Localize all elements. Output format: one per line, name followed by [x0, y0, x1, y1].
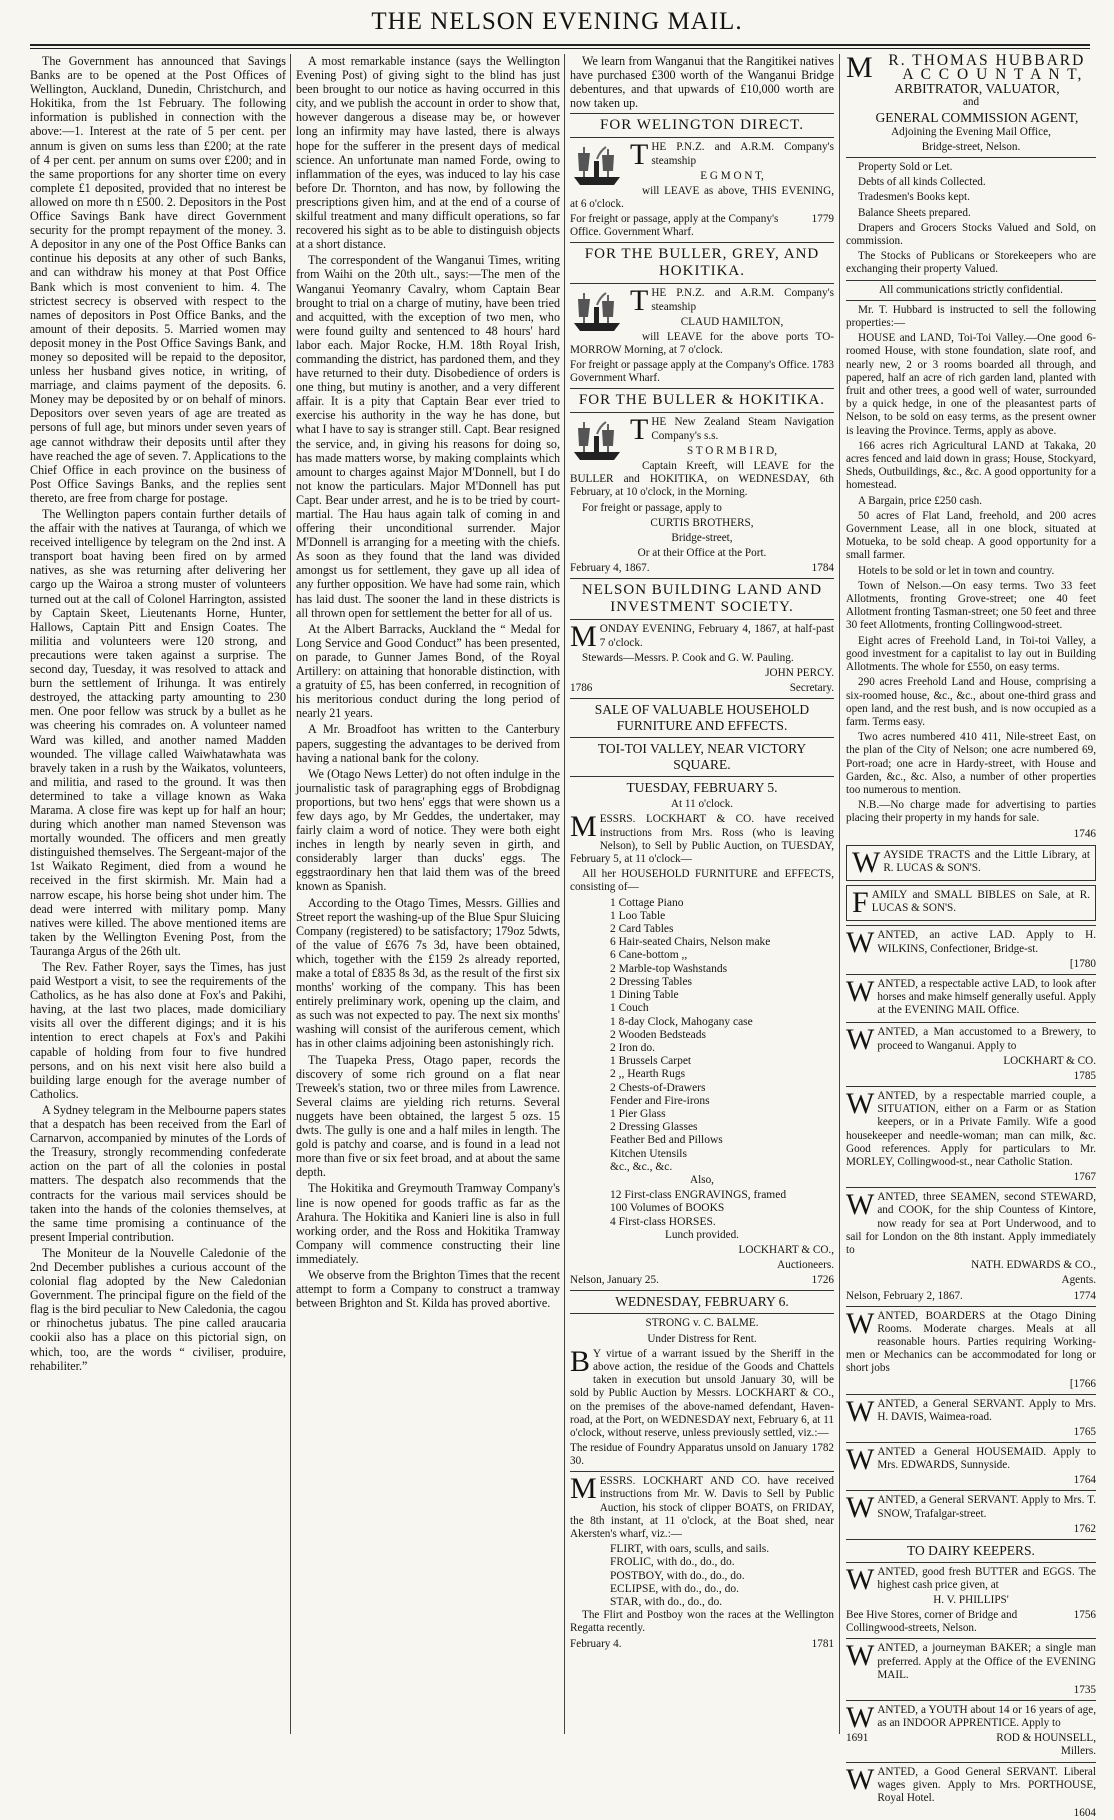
agent-role: Agents. [1061, 1274, 1096, 1287]
advert-footer [846, 828, 1096, 841]
divider [846, 1394, 1096, 1395]
wanted-advert [846, 1443, 1096, 1487]
advert-footer [846, 958, 1096, 971]
drop-cap: W [846, 1491, 875, 1525]
rangitikei-article: We learn from Wanganui that the Rangitikei natives have purchased £300 worth of the Wanganui Bridge debentures, and that upwards of £10,000 worth are now taken up. [570, 54, 834, 111]
eggs-article: We (Otago News Letter) do not often indulge in the journalistic task of paragraphing eggs of Brobdignag proportions, but two hens' eggs that were shown us a few days ago, by Mr Geddes, the undertaker, may fairly claim a word of notice. They were both eight inches in length by nearly seven in girth, and considerably larger than ducks' eggs. The eggstraordinary hen that laid them was of the breed known as Spanish. [296, 766, 560, 894]
advert-text: Captain Kreeft, will LEAVE for the BULLER and HOKITIKA, on WEDNESDAY, 6th February, at 10 o'clock, in the Morning. [570, 460, 834, 499]
advert-number: 1783 [811, 359, 834, 372]
advert-number: [1766 [1069, 1377, 1096, 1390]
drop-cap: W [846, 1701, 875, 1735]
divider [846, 300, 1096, 301]
advert-text: ANTED, an active LAD. Apply to H. WILKINS, Confectioner, Bridge-st. [877, 929, 1096, 955]
property-item: Eight acres of Freehold Land, in Toi-toi Valley, a good investment for a capitalist to lay out in Building Allotments. The whole for £550, on easy terms. [846, 634, 1096, 674]
boats-list [610, 1543, 834, 1609]
drop-cap: F [852, 885, 869, 919]
also-label: Also, [690, 1173, 714, 1186]
advert-text: Y virtue of a warrant issued by the Sheriff in the above action, the residue of the Goods and Chattels taken in execution but unsold January 30, will be sold by Public Auction by Messrs. LOCKHART & CO., on the premises of the above-named defendant, Haven-road, at the Port, on WEDNESDAY next, February 6, at 11 o'clock, without reserve, unless previously settled, viz.:— [570, 1347, 834, 1439]
divider [570, 283, 834, 284]
wanted-adverts [846, 926, 1096, 1540]
advert-number: 1764 [1073, 1474, 1096, 1487]
blind-sight-article: A most remarkable instance (says the Wellington Evening Post) of giving sight to the blind has just been brought to our notice as having occurred in this city, and we publish the account in order to show that, however dangerous a disease may be, or however long an infirmity may have lasted, there is always hope for the sufferer in the present days of medical science. An unfortunate man named Forde, owing to inflammation of the eyes, was induced to lay his case before Dr. Thornton, and has now, by following the prescriptions given him, and at the end of a course of skilful treatment and many difficult operations, so far recovered his sight as to be able to distinguish objects at a short distance. [296, 54, 560, 252]
freight-note: For freight or passage, apply at the Company's Office. Government Wharf. [570, 213, 779, 239]
advert-text: ONDAY EVENING, February 4, 1867, at half-past 7 o'clock. [599, 623, 834, 649]
drop-cap: W [846, 1443, 875, 1477]
advert-number: 1765 [1073, 1426, 1096, 1439]
sale-time: At 11 o'clock. [670, 798, 734, 811]
case-note: Under Distress for Rent. [647, 1332, 757, 1345]
advert-text [846, 1443, 1096, 1477]
advert-heading: FOR THE BULLER, GREY, AND HOKITIKA. [584, 246, 820, 280]
advert-footer [570, 562, 834, 575]
furniture-list [610, 897, 834, 1174]
confidential-note: All communications strictly confidential. [879, 283, 1063, 296]
advert-footer [846, 1732, 1096, 1745]
ship-name: E G M O N T, [700, 169, 764, 182]
divider [846, 925, 1096, 926]
divider [570, 619, 834, 620]
boats-sale-advert [570, 1472, 834, 1650]
advert-text: will LEAVE for the above ports TO-MORROW Morning, at 7 o'clock. [570, 331, 834, 357]
ship-name: S T O R M B I R D, [686, 444, 778, 457]
advert-date: February 4, 1867. [570, 562, 650, 575]
advert-footer [846, 1070, 1096, 1083]
advertiser-title: GENERAL COMMISSION AGENT, [875, 110, 1079, 126]
divider [570, 1313, 834, 1314]
divider [846, 280, 1096, 281]
also-item: 12 First-class ENGRAVINGS, framed [610, 1189, 787, 1202]
advert-footer [570, 1638, 834, 1651]
advertiser-location: Adjoining the Evening Mail Office, [891, 125, 1051, 138]
furniture-item: 1 Dining Table [610, 989, 679, 1002]
wanted-advert [846, 1188, 1096, 1302]
advert-text [846, 1023, 1096, 1057]
advert-number: 1782 [811, 1442, 834, 1455]
auctioneer-role: Auctioneers. [777, 1259, 834, 1272]
drop-cap: M [570, 1472, 597, 1506]
agent-address: Bee Hive Stores, corner of Bridge and Collingwood-streets, Nelson. [846, 1609, 1018, 1635]
advert-number: [1780 [1069, 957, 1096, 970]
building-society-advert [570, 582, 834, 695]
advert-number: 1786 [570, 682, 593, 695]
auctioneer-name: LOCKHART & CO., [738, 1243, 834, 1256]
divider [570, 1290, 834, 1291]
drop-cap: W [846, 1086, 875, 1120]
boat-item: FLIRT, with oars, sculls, and sails. [610, 1543, 770, 1556]
advert-footer [846, 1807, 1096, 1820]
advert-text: ANTED, by a respectable married couple, a SITUATION, either on a Farm or as Station keepers, or in a Private Family. Wife a good housekeeper and needle-woman; man can milk, &c. Good references. Apply for particulars to Mr. MORLEY, Collingwood-st., near Catholic Station. [846, 1089, 1096, 1168]
steamship-icon [570, 289, 624, 335]
wanted-advert [846, 1306, 1096, 1391]
father-royer-article: The Rev. Father Royer, says the Times, has just paid Westport a visit, to see the requirements of the Catholics, as he has also done at Fox's and Pakihi, having, at the last two places, made domiciliary visits all over the different digings; and it is his intention to erect chapels at Fox's and Pakihi capable of holding from four to five hundred persons, and on his next visit here also build a building large enough for the average number of Catholics. [30, 960, 286, 1101]
advert-text [846, 1306, 1096, 1376]
advert-footer [570, 682, 834, 695]
column-divider [564, 54, 565, 1734]
furniture-item: 1 Brussels Carpet [610, 1055, 692, 1068]
advert-text: The residue of Foundry Apparatus unsold on January 30. [570, 1442, 808, 1468]
advert-footer [570, 213, 834, 239]
steamship-icon [570, 418, 624, 464]
savings-bank-article: The Government has announced that Savings Banks are to be opened at the Post Offices of Wellington, Auckland, Dunedin, Christchurch, and Hokitika, from the 1st February. The following information is published in connection with the above:—1. Interest at the rate of 5 per cent. per annum is given on sums less than £200; at the rate of 4 per cent. per annum on sums over £200; and in the same proportions for any shorter time on every complete £1 deposited, provided that no interest be allowed on more th n £500. 2. Depositors in the Post Office Savings Bank have direct Government security for the prompt repayment of the money. 3. A depositor in any one of the Post Office Banks can continue his deposits at any other of such Banks, and can withdraw his money at that Post Office Bank which is most convenient to him. 4. The strictest secrecy is observed with respect to the names of depositors in Post Office Banks, and the amount of their deposits. 5. Married women may deposit money in the Post Office Savings Bank, and money so deposited will be repaid to the depositor, unless her husband gives notice, in writing, of marriage, and claims payment of the deposits. 6. Money may be deposited by or on behalf of minors. Depositors over seven years of age are treated as persons of full age, but minors under seven years of age cannot withdraw their deposits until after they have reached the age of seven. 7. Applications to the Chief Office in each province on the business of Post Office Savings Banks, and the replies sent thereto, are free from charge for postage. [30, 54, 286, 505]
property-item: Hotels to be sold or let in town and country. [858, 564, 1055, 577]
advert-number: 1785 [1073, 1069, 1096, 1082]
column-divider [839, 54, 840, 1734]
advert-text: ANTED, a General SERVANT. Apply to Mrs. H. DAVIS, Waimea-road. [877, 1397, 1096, 1423]
furniture-item: 2 Dressing Tables [610, 975, 693, 988]
drop-cap: M [846, 51, 875, 84]
advert-number: 1781 [811, 1637, 834, 1650]
advertiser-name: R. THOMAS HUBBARD [888, 52, 1086, 69]
drop-cap: W [846, 926, 875, 960]
sale-date: TUESDAY, FEBRUARY 5. [626, 780, 778, 796]
masthead: THE NELSON EVENING MAIL. [371, 8, 743, 35]
furniture-item: Fender and Fire-irons [610, 1094, 710, 1107]
service-item: Balance Sheets prepared. [858, 206, 971, 219]
furniture-item: 1 Loo Table [610, 909, 666, 922]
services-list [846, 161, 1096, 277]
youth-advert [846, 1701, 1096, 1759]
stormbird-advert [570, 392, 834, 575]
service-item: Tradesmen's Books kept. [858, 191, 970, 204]
furniture-item: 6 Hair-seated Chairs, Nelson make [610, 936, 771, 949]
advert-text: ANTED, a Man accustomed to a Brewery, to proceed to Wanganui. Apply to [877, 1026, 1096, 1052]
also-list [610, 1189, 834, 1229]
advert-footer [846, 1290, 1096, 1303]
furniture-item: 2 Dressing Glasses [610, 1121, 698, 1134]
property-item: HOUSE and LAND, Toi-Toi Valley.—One good 6-roomed House, with stone foundation, slate roof, and nearly new, 2 or 3 rooms boarded all through, and papered, half an acre of rich garden land, planted with fruit and other trees, a good well of water, surrounded by a quick hedge, in one of the pleasantest parts of Nelson, to be sold on easy terms, as the present owner is leaving the Province. Terms, apply as above. [846, 332, 1096, 437]
advert-number: 1604 [1073, 1807, 1096, 1820]
divider [846, 1442, 1096, 1443]
advert-number: 1779 [811, 213, 834, 226]
masthead-rule-thin [30, 48, 1090, 49]
property-item: 166 acres rich Agricultural LAND at Takaka, 20 acres fenced and laid down in grass; House, Stockyard, Sheds, Outbuildings, &c., &c. A good opportunity for a homestead. [846, 439, 1096, 492]
advert-heading: SALE OF VALUABLE HOUSEHOLD FURNITURE AND EFFECTS. [594, 702, 810, 734]
furniture-item: 1 Couch [610, 1002, 649, 1015]
drop-cap: W [846, 1639, 875, 1673]
divider [846, 1700, 1096, 1701]
furniture-item: 1 Cottage Piano [610, 896, 684, 909]
distress-sale-advert [570, 1294, 834, 1468]
drop-cap: B [570, 1344, 591, 1378]
wanted-advert [846, 1086, 1096, 1184]
boat-item: ECLIPSE, with do., do., do. [610, 1582, 740, 1595]
advertiser-title: ARBITRATOR, VALUATOR, [894, 81, 1060, 97]
tauranga-article: The Wellington papers contain further details of the affair with the natives at Tauranga, of which we received intelligence by telegram on the 2nd inst. A transport boat having been fired on by armed natives, as she was returning after delivering her cargo up the Wairoa a strong muster of volunteers turned out at the call of Colonel Harrington, assisted by Captain Skeet, Lieutenants Horne, Hunter, Hallows, Captain Pitt and Ensign Coates. The militia and volunteers were 120 strong, and precautions were taken against a surprise. The second day, Tuesday, it was resolved to attack and burn the settlement of Irihunga. It was entirely destroyed, the attacking party amounting to 230 men. One poor fellow was struck by a bullet as he was cheering his comrades on. A volunteer named Ward was killed, and another named Madden wounded. The village called Waiwhatawhata was bravely taken in a rush by the Waikatos, volunteers, and militia, and rased to the ground. It was then determined to take a village known as Waka Marama. A close fire was kept up for half an hour; during which another man named Stevenson was mortally wounded. The officers and men greatly distinguished themselves. The Sergeant-major of the 1st Waikato Regiment, died from a wound he received in the first skirmish. Mr. Main had a narrow escape, his horse being shot under him. The dead were interred with military pomp. Many natives were killed. The above mentioned items are taken by the Wellington Evening Post, from the Tauranga Argus of the 26th ult. [30, 507, 286, 958]
advert-footer [846, 1523, 1096, 1536]
advert-text: HE New Zealand Steam Navigation Company's s.s. [651, 416, 834, 442]
advert-text [846, 1086, 1096, 1169]
freight-note: For freight or passage apply at the Company's Office. Government Wharf. [570, 359, 810, 385]
blue-spur-article: According to the Otago Times, Messrs. Gillies and Street report the washing-up of the Blue Spur Sluicing Company (registered) to be satisfactory; 179oz 5dwts, of the value of £676 7s 3d, have been obtained, which, together with the £159 2s already reported, make a total of £835 8s 3d, as the result of the first six months' working of the company. This has been entirely preliminary work, opening up the claim, and as such was not expected to pay. The next six months' washing will consist of the auriferous cement, which has in other claims adjoining been astonishingly rich. [296, 895, 560, 1051]
furniture-item: 2 Marble-top Washstands [610, 962, 728, 975]
advert-number: 1762 [1073, 1522, 1096, 1535]
column-2 [296, 54, 560, 1734]
service-item: Drapers and Grocers Stocks Valued and Sold, on commission. [846, 221, 1096, 247]
wayside-tracts-advert [846, 845, 1096, 881]
drop-cap: W [846, 974, 875, 1008]
drop-cap: W [846, 1762, 875, 1796]
advert-footer [846, 1474, 1096, 1487]
advert-heading: FOR THE BULLER & HOKITIKA. [578, 392, 826, 409]
wanganui-cavalry-article: The correspondent of the Wanganui Times, writing from Waihi on the 20th ult., says:—The men of the Wanganui Yeomanry Cavalry, whom Captain Bear brought to trial on a charge of mutiny, have been tried and acquitted, with the exception of two men, who were found guilty and sentenced to 48 hours' hard labor each. Major Rocke, H.M. 18th Royal Irish, commanding the district, has pardoned them, and they have returned to their duty. Disobedience of orders is one thing, but mutiny is another, and a very different affair. It is a pity that Captain Bear ever tried to exercise his authority in the way he has done, but what I have to say is stranger still. Capt. Bear resigned the service, and, in giving his reasons for doing so, has made matters worse, by making complaints which amount to charges against Major M'Donnell, but I do not know the particulars. Major M'Donnell has put Capt. Bear under arrest, and he is to be tried by court-martial. The Hau haus again talk of coming in and offering their unconditional surrender. Major M'Donnell is arranging for a meeting with the chiefs. As soon as they found that the land was divided amongst us for settlement, they gave up all idea of any further opposition. We have had some rain, which has laid dust. The sooner the land in these districts is all thrown open for settlement the better for all of us. [296, 253, 560, 620]
advert-text: ANTED, a General SERVANT. Apply to Mrs. T. SNOW, Trafalgar-street. [877, 1494, 1096, 1520]
boat-item: STAR, with do., do., do. [610, 1596, 723, 1609]
boat-item: POSTBOY, with do., do., do. [610, 1569, 745, 1582]
divider [570, 737, 834, 738]
drop-cap: W [846, 1562, 875, 1596]
column-4 [846, 51, 1096, 1820]
properties-list [846, 304, 1096, 826]
furniture-sale-advert [570, 702, 834, 1287]
advert-number: 1746 [1073, 827, 1096, 840]
divider [570, 698, 834, 699]
service-item: The Stocks of Publicans or Storekeepers who are exchanging their property Valued. [846, 250, 1096, 276]
agent-name: ROD & HOUNSELL, [996, 1732, 1096, 1745]
wanted-advert [846, 1491, 1096, 1535]
furniture-item: 2 ,, Hearth Rugs [610, 1068, 686, 1081]
advert-text: ANTED, BOARDERS at the Otago Dining Rooms. Moderate charges. Meals at all reasonable hours. Parties requiring Working-men or Mechanics can be accommodated for long or short jobs [846, 1309, 1096, 1375]
dairy-advert [846, 1543, 1096, 1636]
advert-text [846, 1491, 1096, 1525]
advert-text: HE P.N.Z. and A.R.M. Company's steamship [651, 141, 834, 167]
property-item: 290 acres Freehold Land and House, comprising a six-roomed house, &c., &c., about one-third grass and open land, and the rest bush, and is now occupied as a farm. Terms easy. [846, 676, 1096, 728]
divider [846, 1762, 1096, 1763]
advert-text: For freight or passage, apply to [582, 501, 722, 514]
advert-text: ESSRS. LOCKHART AND CO. have received instructions from Mr. W. Davis to Sell by Public Auction, his stock of clipper BOATS, on FRIDAY, the 8th instant, at 11 o'clock, at the Boat shed, near Akersten's wharf, viz.:— [570, 1475, 834, 1540]
divider [846, 1187, 1096, 1188]
agent-name: H. V. PHILLIPS' [933, 1594, 1009, 1607]
drop-cap: M [570, 620, 597, 654]
advert-footer [846, 1426, 1096, 1439]
steamship-icon [570, 143, 624, 189]
advert-number: 1784 [811, 562, 834, 575]
advert-footer [846, 1171, 1096, 1184]
advert-date: Nelson, January 25. [570, 1274, 659, 1287]
divider [570, 242, 834, 243]
column-1 [30, 54, 286, 1734]
divider [846, 1539, 1096, 1540]
divider [846, 1086, 1096, 1087]
advert-text: AYSIDE TRACTS and the Little Library, at R. LUCAS & SON'S. [883, 848, 1090, 874]
advert-text: will LEAVE as above, THIS EVENING, at 6 o'clock. [570, 184, 834, 211]
property-item: A Bargain, price £250 cash. [858, 494, 983, 507]
agent-name: CURTIS BROTHERS, [650, 516, 754, 529]
divider [570, 1471, 834, 1472]
brighton-article: We observe from the Brighton Times that the recent attempt to form a Company to construct a tramway between Brighton and St. Kilda has proved abortive. [296, 1267, 560, 1311]
tramway-article: The Hokitika and Greymouth Tramway Company's line is now opened for goods traffic as far as the Arahura. The Hokitika and Kanieri line is also in full working order, and the Ross and Hokitika Tramway Company will commence constructing their line immediately. [296, 1181, 560, 1266]
medal-article: At the Albert Barracks, Auckland the “ Medal for Long Service and Good Conduct” has been presented, on parade, to Gunner James Bond, of the Royal Artillery: on attaining that honorable distinction, with a gratuity of £5, has been conferred, in recognition of his meritorious conduct during the long period of nearly 21 years. [296, 621, 560, 721]
secretary-role: Secretary. [789, 682, 834, 695]
advert-footer [570, 1274, 834, 1287]
drop-cap: T [630, 284, 649, 318]
wanted-advert [846, 1394, 1096, 1439]
agent-name: NATH. EDWARDS & CO., [971, 1259, 1096, 1272]
divider [570, 578, 834, 579]
advert-heading: TO DAIRY KEEPERS. [907, 1542, 1035, 1558]
advert-number: 1774 [1073, 1289, 1096, 1302]
divider [846, 1306, 1096, 1307]
divider [570, 113, 834, 114]
furniture-item: Feather Bed and Pillows [610, 1134, 723, 1147]
column-divider [290, 54, 291, 1734]
divider [846, 1022, 1096, 1023]
advert-text: ANTED, a Good General SERVANT. Liberal wages given. Apply to Mrs. PORTHOUSE, Royal Hotel. [877, 1765, 1096, 1805]
advert-number: 1726 [811, 1274, 834, 1287]
divider [570, 412, 834, 413]
column-3 [570, 54, 834, 1734]
advert-footer [846, 1609, 1096, 1635]
service-item: Debts of all kinds Collected. [858, 176, 986, 189]
servant-advert [846, 1762, 1096, 1820]
agent-office: Or at their Office at the Port. [637, 547, 767, 560]
drop-cap: W [846, 1394, 875, 1428]
wanted-advert [846, 974, 1096, 1020]
advert-footer [846, 1684, 1096, 1697]
advert-date: Nelson, February 2, 1867. [846, 1289, 963, 1302]
advert-footer [846, 1378, 1096, 1391]
advert-number: 1735 [1073, 1684, 1096, 1697]
drop-cap: W [852, 845, 881, 879]
divider [846, 974, 1096, 975]
advert-text [846, 974, 1096, 1018]
property-item: Two acres numbered 410 411, Nile-street East, on the plan of the City of Nelson; one acre numbered 69, Port-road; one acre in Hardy-street, with House and Garden, &c., &c. Also, a number of other properties too numerous to mention. [846, 731, 1096, 796]
advert-footer [570, 1442, 834, 1468]
advert-heading: NELSON BUILDING LAND AND INVESTMENT SOCIETY. [581, 582, 823, 616]
divider [570, 776, 834, 777]
property-item: 50 acres of Flat Land, freehold, and 200 acres Government Lease, all in one block, situated at Motueka, to be sold cheap. A good opportunity for a small farmer. [846, 509, 1096, 562]
agent-role: Millers. [1060, 1745, 1096, 1758]
advert-text: All her HOUSEHOLD FURNITURE and EFFECTS, consisting of— [570, 868, 834, 894]
tuapeka-article: The Tuapeka Press, Otago paper, records the discovery of some rich ground on a flat near Treweek's station, two or three miles from Lawrence. Several claims are yielding rich returns. Several nuggets have been obtained, the largest 5 ozs. 15 dwts. The gully is one and a half miles in length. The gold is patchy and coarse, and is found in a lead not more than five or six feet broad, and at about the same depth. [296, 1052, 560, 1180]
drop-cap: W [846, 1306, 875, 1340]
advertiser-title: A C C O U N T A N T, [902, 66, 1084, 84]
divider [846, 1490, 1096, 1491]
advert-heading: FOR WELINGTON DIRECT. [600, 117, 804, 134]
agent-address: Bridge-street, [671, 532, 733, 545]
property-item: Mr. T. Hubbard is instructed to sell the following properties:— [846, 303, 1096, 330]
divider [570, 137, 834, 138]
divider [846, 157, 1096, 158]
furniture-item: 2 Wooden Bedsteads [610, 1028, 706, 1041]
boat-item: FROLIC, with do., do., do. [610, 1556, 735, 1569]
caledonia-flag-article: The Moniteur de la Nouvelle Caledonie of the 2nd December publishes a curious account of the colonial flag adopted by the New Caledonian Government. The principal figure on the field of the flag is the bird peculiar to New Caledonia, the cagou or rhinochetus jubatus. The pine called araucaria cookii also has a place on this pictorial sign, on which, too, are the words “ civiliser, produire, rehabiliter.” [30, 1245, 286, 1373]
advert-text [846, 1188, 1096, 1257]
drop-cap: M [570, 810, 597, 844]
national-bank-article: A Mr. Broadfoot has written to the Canterbury papers, suggesting the advantages to be derived from having a national bank for the colony. [296, 722, 560, 765]
wanted-advert [846, 926, 1096, 970]
advertiser-address: Bridge-street, Nelson. [921, 140, 1021, 153]
advert-text: AMILY and SMALL BIBLES on Sale, at R. LUCAS & SON'S. [871, 888, 1090, 915]
egmont-advert [570, 117, 834, 239]
and-word: and [962, 96, 980, 109]
lunch-note: Lunch provided. [665, 1228, 739, 1241]
advert-text: ANTED, a YOUTH about 14 or 16 years of age, as an INDOOR APPRENTICE. Apply to [877, 1704, 1096, 1730]
hubbard-advert [846, 51, 1096, 841]
advert-text: ESSRS. LOCKHART & CO. have received instructions from Mrs. Ross (who is leaving Nelson), to Sell by Public Auction, on TUESDAY, February 5, at 11 o'clock— [570, 813, 834, 866]
furniture-item: 2 Chests-of-Drawers [610, 1081, 706, 1094]
furniture-item: 2 Iron do. [610, 1041, 656, 1054]
agent-name: LOCKHART & CO. [1003, 1054, 1096, 1067]
furniture-item: 1 Pier Glass [610, 1107, 666, 1120]
drop-cap: T [630, 138, 649, 172]
baker-advert [846, 1639, 1096, 1697]
claud-hamilton-advert [570, 246, 834, 385]
also-item: 4 First-class HORSES. [610, 1215, 716, 1228]
service-item: Property Sold or Let. [858, 160, 953, 173]
divider [570, 388, 834, 389]
furniture-item: 1 8-day Clock, Mahogany case [610, 1015, 753, 1028]
drop-cap: W [846, 1023, 875, 1057]
ship-name: CLAUD HAMILTON, [680, 315, 784, 328]
secretary-name: JOHN PERCY. [765, 667, 834, 680]
furniture-item: Kitchen Utensils [610, 1147, 687, 1160]
divider [846, 1638, 1096, 1639]
case-name: STRONG v. C. BALME. [645, 1317, 759, 1330]
also-item: 100 Volumes of BOOKS [610, 1202, 725, 1215]
sydney-telegram-article: A Sydney telegram in the Melbourne papers states that a despatch has been received from the Earl of Carnarvon, accompanied by minutes of the Lords of the Treasury, strongly recommending confederate action on the part of all the colonies in postal matters. The despatch also recommends that the contracts for the various mail services should be taken into the hands of the colonies themselves, at the same time promising a continuance of the present Imperial contribution. [30, 1102, 286, 1244]
advert-date: February 4. [570, 1637, 622, 1650]
advert-footer [570, 359, 834, 385]
advert-text: ANTED, three SEAMEN, second STEWARD, and COOK, for the ship Countess of Kintore, now ready for sea at Port Underwood, and to sail for London on the 8th instant. Apply immediately to [846, 1191, 1096, 1256]
divider [846, 1562, 1096, 1563]
advert-text: ANTED a General HOUSEMAID. Apply to Mrs. EDWARDS, Sunnyside. [877, 1446, 1096, 1472]
advert-heading: WEDNESDAY, FEBRUARY 6. [615, 1294, 789, 1310]
advert-subheading: TOI-TOI VALLEY, NEAR VICTORY SQUARE. [597, 741, 807, 773]
advert-number: 1756 [1073, 1609, 1096, 1622]
furniture-item: 2 Card Tables [610, 923, 674, 936]
advert-text: ANTED, a journeyman BAKER; a single man preferred. Apply at the Office of the EVENING MAIL. [877, 1642, 1096, 1681]
family-bibles-advert [846, 885, 1096, 921]
furniture-item: &c., &c., &c. [610, 1160, 673, 1173]
drop-cap: T [630, 413, 649, 447]
advert-text: ANTED, good fresh BUTTER and EGGS. The highest cash price given, at [877, 1565, 1096, 1592]
masthead-rule [30, 44, 1090, 46]
property-item: Town of Nelson.—On easy terms. Two 33 feet Allotments, fronting Grove-street; one 40 feet Allotment fronting Tasman-street; one 50 feet and three 30 feet Allotments, fronting Collingwood-street. [846, 579, 1096, 632]
advert-text [846, 926, 1096, 960]
advert-text: The Flirt and Postboy won the races at the Wellington Regatta recently. [570, 1609, 834, 1635]
advert-text: HE P.N.Z. and A.R.M. Company's steamship [651, 287, 834, 313]
furniture-item: 6 Cane-bottom ,, [610, 949, 688, 962]
advert-number: 1767 [1073, 1171, 1096, 1184]
advert-text: ANTED, a respectable active LAD, to look after horses and make himself generally useful. Apply at the EVENING MAIL Office. [877, 977, 1096, 1017]
advert-text [846, 1394, 1096, 1428]
stewards-text: Stewards—Messrs. P. Cook and G. W. Pauling. [582, 651, 794, 664]
advert-number: 1691 [846, 1732, 869, 1745]
property-item: N.B.—No charge made for advertising to parties placing their property in my hands for sale. [846, 799, 1096, 825]
drop-cap: W [846, 1188, 875, 1222]
wanted-advert [846, 1023, 1096, 1083]
